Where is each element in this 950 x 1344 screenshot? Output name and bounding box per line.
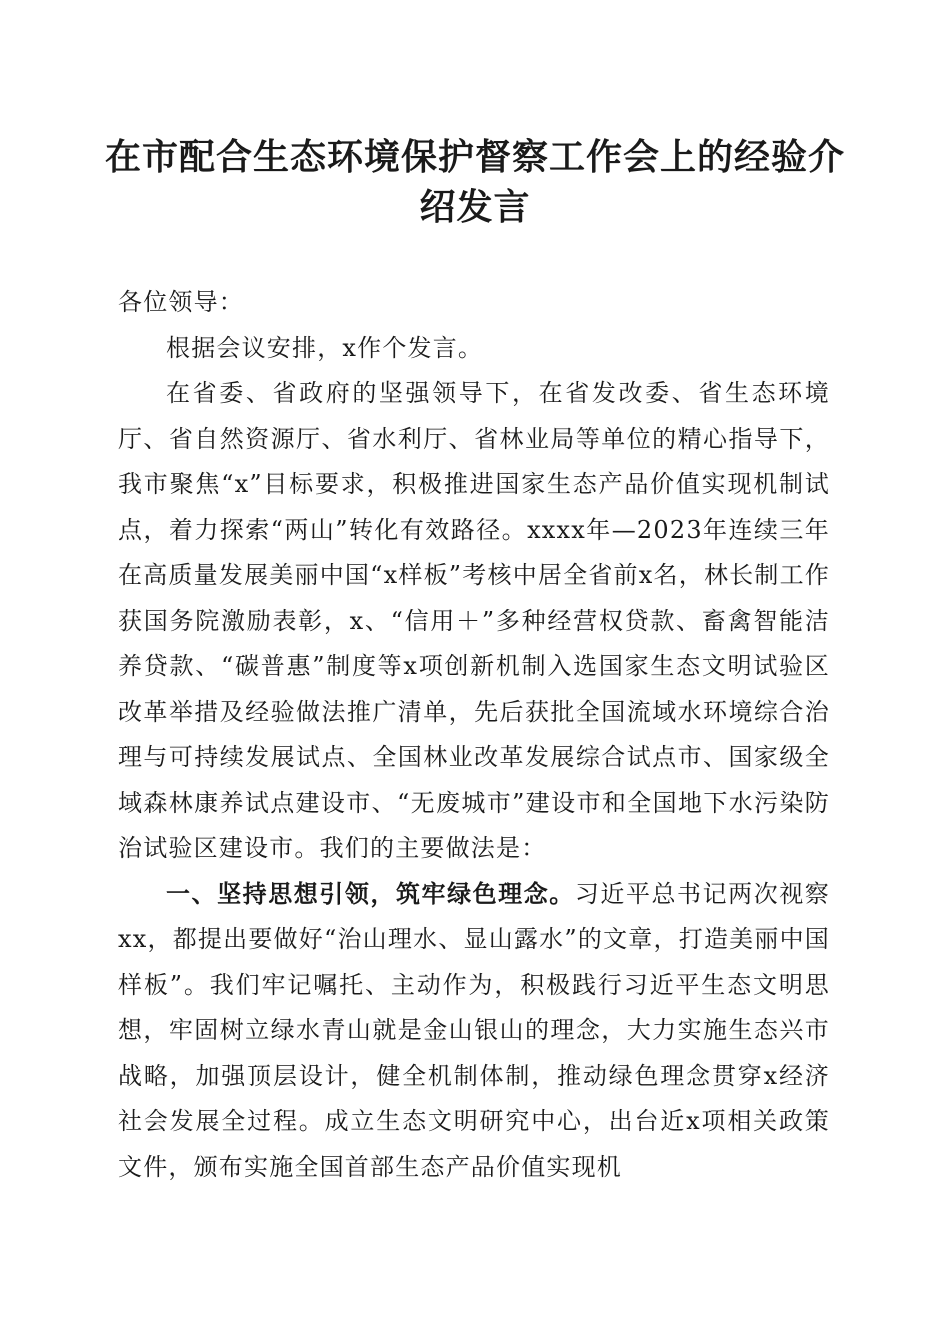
paragraph-achievements: 在省委、省政府的坚强领导下，在省发改委、省生态环境厅、省自然资源厅、省水利厅、省林业局等单位的精心指导下，我市聚焦“x”目标要求，积极推进国家生态产品价值实现机制试点，着力探索“两山”转化有效路径。xxxx年—2023年连续三年在高质量发展美丽中国“x样板”考核中居全省前x名，林长制工作获国务院激励表彰，x、“信用＋”多种经营权贷款、畜禽智能洁养贷款、“碳普惠”制度等x项创新机制入选国家生态文明试验区改革举措及经验做法推广清单，先后获批全国流域水环境综合治理与可持续发展试点、全国林业改革发展综合试点市、国家级全域森林康养试点建设市、“无废城市”建设市和全国地下水污染防治试验区建设市。我们的主要做法是： bbox=[118, 379, 830, 862]
paragraph-section-1 bbox=[118, 872, 830, 1191]
paragraph-opening: 根据会议安排，x作个发言。 bbox=[166, 333, 484, 362]
document-title: 在市配合生态环境保护督察工作会上的经验介绍发言 bbox=[104, 136, 845, 228]
section-1-text: 习近平总书记两次视察xx，都提出要做好“治山理水、显山露水”的文章，打造美丽中国样板”。我们牢记嘱托、主动作为，积极践行习近平生态文明思想，牢固树立绿水青山就是金山银山的理念，大力实施生态兴市战略，加强顶层设计，健全机制体制，推动绿色理念贯穿x经济社会发展全过程。成立生态文明研究中心，出台近x项相关政策文件，颁布实施全国首部生态产品价值实现机 bbox=[118, 879, 831, 1181]
document-body bbox=[118, 280, 830, 1190]
salutation: 各位领导： bbox=[118, 288, 244, 316]
section-1-heading: 一、坚持思想引领，筑牢绿色理念。 bbox=[166, 879, 575, 908]
